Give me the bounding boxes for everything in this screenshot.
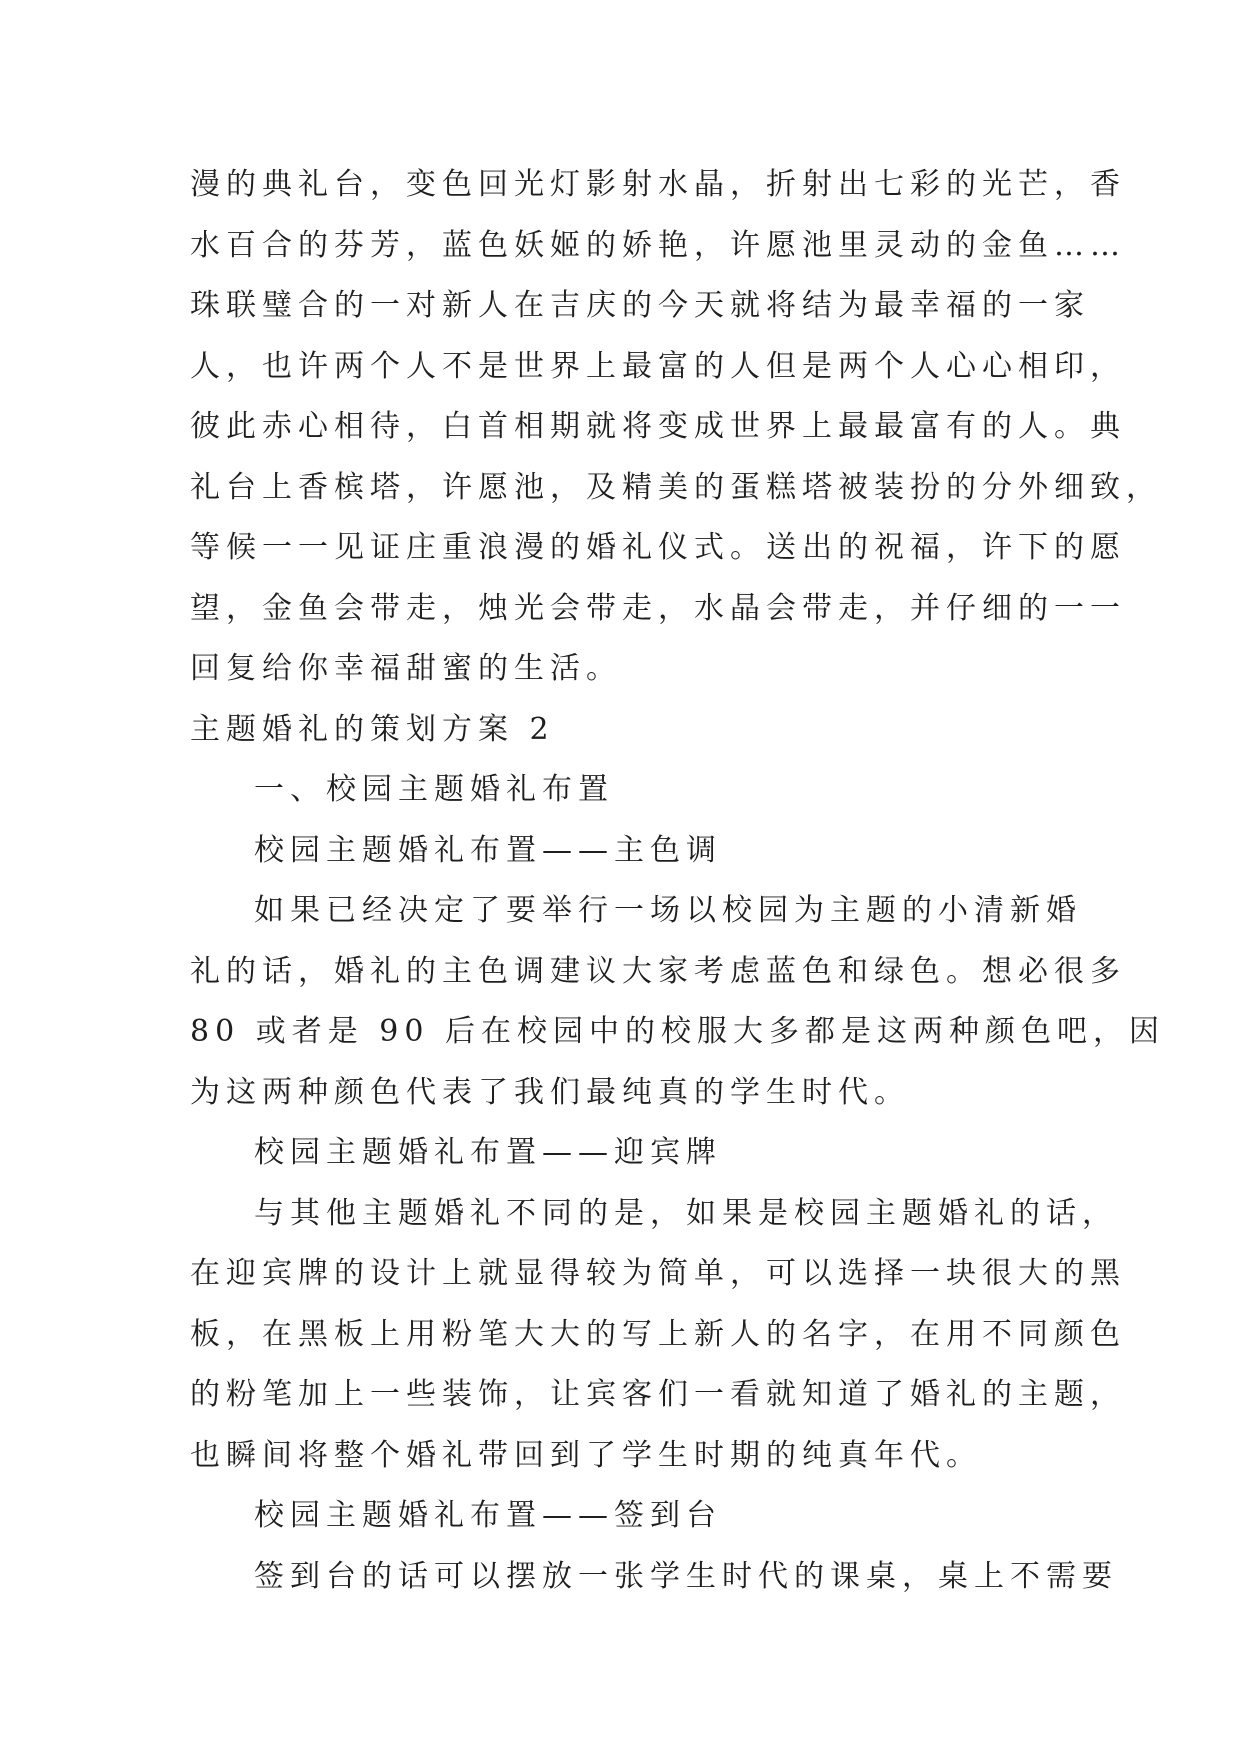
document-line: 等候一一见证庄重浪漫的婚礼仪式。送出的祝福，许下的愿: [190, 530, 1126, 565]
document-line: 与其他主题婚礼不同的是，如果是校园主题婚礼的话，: [254, 1195, 1118, 1231]
document-line: 80 或者是 90 后在校园中的校服大多都是这两种颜色吧，因: [190, 1014, 1165, 1049]
document-line: 也瞬间将整个婚礼带回到了学生时期的纯真年代。: [190, 1437, 982, 1473]
document-line: 的粉笔加上一些装饰，让宾客们一看就知道了婚礼的主题，: [190, 1377, 1126, 1412]
document-line: 板，在黑板上用粉笔大大的写上新人的名字，在用不同颜色: [190, 1316, 1126, 1352]
document-line: 漫的典礼台，变色回光灯影射水晶，折射出七彩的光芒，香: [190, 167, 1126, 202]
document-line: 签到台的话可以摆放一张学生时代的课桌，桌上不需要: [254, 1558, 1118, 1594]
document-line: 校园主题婚礼布置——迎宾牌: [254, 1135, 722, 1170]
document-line: 校园主题婚礼布置——主色调: [254, 832, 722, 868]
document-line: 礼的话，婚礼的主色调建议大家考虑蓝色和绿色。想必很多: [190, 953, 1126, 989]
document-line: 珠联璧合的一对新人在吉庆的今天就将结为最幸福的一家: [190, 288, 1090, 323]
document-line: 礼台上香槟塔，许愿池，及精美的蛋糕塔被装扮的分外细致，: [190, 469, 1162, 505]
document-line: 如果已经决定了要举行一场以校园为主题的小清新婚: [254, 893, 1082, 928]
document-line: 在迎宾牌的设计上就显得较为简单，可以选择一块很大的黑: [190, 1256, 1126, 1291]
document-line: 校园主题婚礼布置——签到台: [254, 1498, 722, 1533]
document-line: 彼此赤心相待，白首相期就将变成世界上最最富有的人。典: [190, 409, 1126, 444]
document-body: [190, 155, 1165, 1607]
document-line: 回复给你幸福甜蜜的生活。: [190, 651, 622, 686]
document-line: 望，金鱼会带走，烛光会带走，水晶会带走，并仔细的一一: [190, 590, 1126, 626]
document-line: 人，也许两个人不是世界上最富的人但是两个人心心相印，: [190, 348, 1126, 384]
document-line: 为这两种颜色代表了我们最纯真的学生时代。: [190, 1074, 910, 1110]
document-line: 水百合的芬芳，蓝色妖姬的娇艳，许愿池里灵动的金鱼……: [190, 227, 1126, 263]
document-line: 一、校园主题婚礼布置: [254, 772, 614, 807]
document-line: 主题婚礼的策划方案 2: [190, 711, 555, 747]
